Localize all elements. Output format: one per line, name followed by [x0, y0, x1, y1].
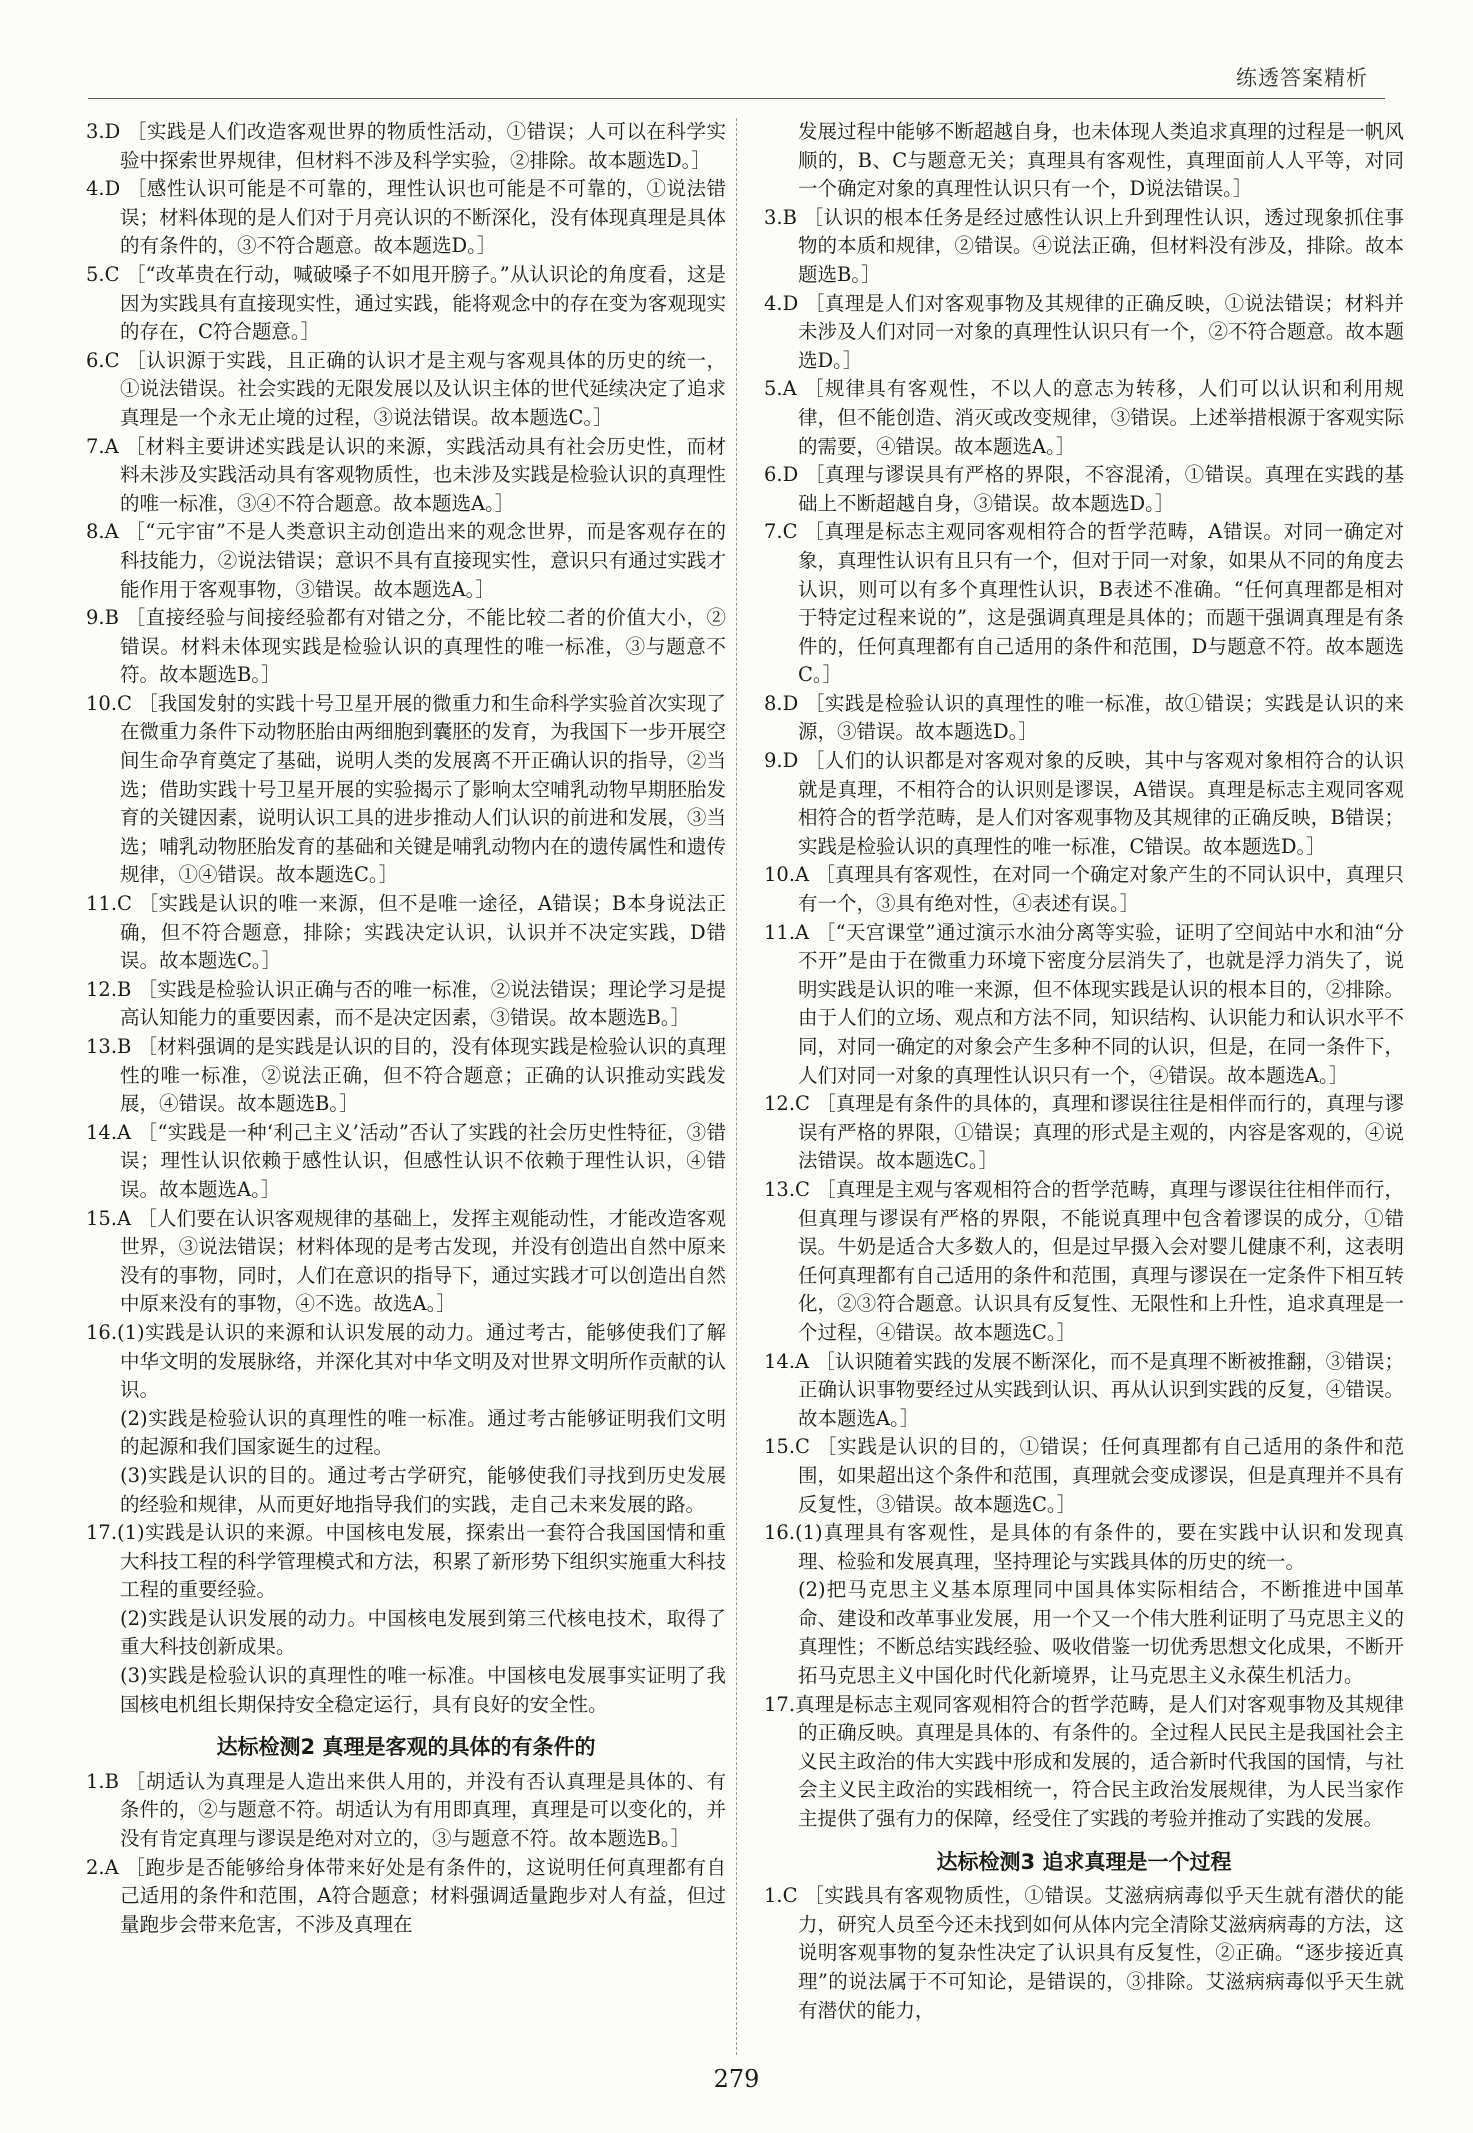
answer-part: (1)实践是认识的来源。中国核电发展，探索出一套符合我国国情和重大科技工程的科学管理模式和方法，积累了新形势下组织实施重大科技工程的重要经验。 [117, 1521, 726, 1602]
answer-item: 13.B ［材料强调的是实践是认识的目的，没有体现实践是检验认识的真理性的唯一标准，②说法正确，但不符合题意；正确的认识推动实践发展，④错误。故本题选B。］ [86, 1035, 726, 1116]
answer-item: 12.B ［实践是检验认识正确与否的唯一标准，②说法错误；理论学习是提高认知能力的重要因素，而不是决定因素，③错误。故本题选B。］ [86, 977, 726, 1030]
answer-item: 8.D ［实践是检验认识的真理性的唯一标准，故①错误；实践是认识的来源，③错误。故本题选D。］ [764, 691, 1404, 744]
answer-item: 2.A ［跑步是否能够给身体带来好处是有条件的，这说明任何真理都有自己适用的条件和范围，A符合题意；材料强调适量跑步对人有益，但过量跑步会带来危害，不涉及真理在 [86, 1855, 726, 1936]
header-divider [88, 98, 1385, 99]
answer-item: 15.A ［人们要在认识客观规律的基础上，发挥主观能动性，才能改造客观世界，③说法错误；材料体现的是考古发现，并没有创造出自然中原来没有的事物，同时，人们在意识的指导下，通过实践才可以创造出自然中原来没有的事物，④不选。故选A。］ [86, 1206, 726, 1316]
answer-item: 9.D ［人们的认识都是对客观对象的反映，其中与客观对象相符合的认识就是真理，不相符合的认识则是谬误，A错误。真理是标志主观同客观相符合的哲学范畴，是人们对客观事物及其规律的正确反映，B错误；实践是检验认识的真理性的唯一标准，C错误。故本题选D。］ [764, 749, 1404, 858]
left-column [86, 118, 726, 1939]
answer-part: (1)真理具有客观性，是具体的有条件的，要在实践中认识和发现真理、检验和发展真理，坚持理论与实践具体的历史的统一。 [795, 1521, 1404, 1573]
answer-part: (2)把马克思主义基本原理同中国具体实际相结合，不断推进中国革命、建设和改革事业发展，用一个又一个伟大胜利证明了马克思主义的真理性；不断总结实践经验、吸收借鉴一切优秀思想文化成果，不断开拓马克思主义中国化时代化新境界，让马克思主义永葆生机活力。 [798, 1578, 1404, 1688]
answer-item: 7.A ［材料主要讲述实践是认识的来源，实践活动具有社会历史性，而材料未涉及实践活动具有客观物质性，也未涉及实践是检验认识的真理性的唯一标准，③④不符合题意。故本题选A。］ [86, 434, 726, 515]
column-divider [736, 118, 737, 2055]
answer-item: 14.A ［认识随着实践的发展不断深化，而不是真理不断被推翻，③错误；正确认识事物要经过从实践到认识、再从认识到实践的反复，④错误。故本题选A。］ [764, 1349, 1404, 1430]
answer-item [86, 1319, 726, 1405]
answer-item: 3.D ［实践是人们改造客观世界的物质性活动，①错误；人可以在科学实验中探索世界规律，但材料不涉及科学实验，②排除。故本题选D。］ [86, 120, 726, 172]
answer-item: 17.真理是标志主观同客观相符合的哲学范畴，是人们对客观事物及其规律的正确反映。真理是具体的、有条件的。全过程人民民主是我国社会主义民主政治的伟大实践中形成和发展的，适合新时代我国的国情，与社会主义民主政治的实践相统一，符合民主政治发展规律，为人民当家作主提供了强有力的保障，经受住了实践的考验并推动了实践的发展。 [764, 1692, 1404, 1831]
question-number: 16. [764, 1521, 796, 1545]
page-number: 279 [713, 2065, 760, 2093]
question-number: 16. [86, 1320, 118, 1344]
answer-part: (3)实践是检验认识的真理性的唯一标准。中国核电发展事实证明了我国核电机组长期保持安全稳定运行，具有良好的安全性。 [120, 1664, 726, 1716]
answer-item: 5.A ［规律具有客观性，不以人的意志为转移，人们可以认识和利用规律，但不能创造、消灭或改变规律，③错误。上述举措根源于客观实际的需要，④错误。故本题选A。］ [764, 377, 1404, 458]
question-number: 17. [86, 1521, 118, 1545]
answer-part: (2)实践是认识发展的动力。中国核电发展到第三代核电技术，取得了重大科技创新成果。 [120, 1606, 726, 1659]
answer-item: 11.A ［“天宫课堂”通过演示水油分离等实验，证明了空间站中水和油“分不开”是由于在微重力环境下密度分层消失了，也就是浮力消失了，说明实践是认识的唯一来源，但不体现实践是认识的根本目的，②排除。由于人们的立场、观点和方法不同，知识结构、认识能力和认识水平不同，对同一确定的对象会产生多种不同的认识，但是，在同一条件下，人们对同一对象的真理性认识只有一个，④错误。故本题选A。］ [764, 920, 1404, 1087]
answer-item: 9.B ［直接经验与间接经验都有对错之分，不能比较二者的价值大小，②错误。材料未体现实践是检验认识的真理性的唯一标准，③与题意不符。故本题选B。］ [86, 606, 726, 687]
answer-item: 6.D ［真理与谬误具有严格的界限，不容混淆，①错误。真理在实践的基础上不断超越自身，③错误。故本题选D。］ [764, 463, 1404, 515]
answer-item [764, 1519, 1404, 1576]
answer-item: 12.C ［真理是有条件的具体的，真理和谬误往往是相伴而行的，真理与谬误有严格的界限，①错误；真理的形式是主观的，内容是客观的，④说法错误。故本题选C。］ [764, 1092, 1404, 1173]
answer-item [86, 1519, 726, 1605]
answer-item: 10.C ［我国发射的实践十号卫星开展的微重力和生命科学实验首次实现了在微重力条件下动物胚胎由两细胞到囊胚的发育，为我国下一步开展空间生命孕育奠定了基础，说明人类的发展离不开正确认识的指导，②当选；借助实践十号卫星开展的实验揭示了影响太空哺乳动物早期胚胎发育的关键因素，说明认识工具的进步推动人们认识的前进和发展，③当选；哺乳动物胚胎发育的基础和关键是哺乳动物内在的遗传属性和遗传规律，①④错误。故本题选C。］ [86, 691, 726, 887]
answer-part: (1)实践是认识的来源和认识发展的动力。通过考古，能够使我们了解中华文明的发展脉络，并深化其对中华文明及对世界文明所作贡献的认识。 [117, 1320, 726, 1402]
right-column [764, 118, 1404, 2025]
answer-item: 13.C ［真理是主观与客观相符合的哲学范畴，真理与谬误往往相伴而行，但真理与谬误有严格的界限，不能说真理中包含着谬误的成分，①错误。牛奶是适合大多数人的，但是过早摄入会对婴儿健康不利，这表明任何真理都有自己适用的条件和范围，真理与谬误在一定条件下相互转化，②③符合题意。认识具有反复性、无限性和上升性，追求真理是一个过程，④错误。故本题选C。］ [764, 1177, 1404, 1344]
answer-item: 1.B ［胡适认为真理是人造出来供人用的，并没有否认真理是具体的、有条件的，②与题意不符。胡适认为有用即真理，真理是可以变化的，并没有肯定真理与谬误是绝对对立的，③与题意不符。故本题选B。］ [86, 1769, 726, 1851]
answer-item: 4.D ［真理是人们对客观事物及其规律的正确反映，①说法错误；材料并未涉及人们对同一对象的真理性认识只有一个，②不符合题意。故本题选D。］ [764, 291, 1404, 372]
answer-item: 7.C ［真理是标志主观同客观相符合的哲学范畴，A错误。对同一确定对象，真理性认识有且只有一个，但对于同一对象，如果从不同的角度去认识，则可以有多个真理性认识，B表述不准确。“任何真理都是相对于特定过程来说的”，这是强调真理是具体的；而题干强调真理是有条件的，任何真理都有自己适用的条件和范围，D与题意不符。故本题选C。］ [764, 520, 1404, 687]
answer-item: 11.C ［实践是认识的唯一来源，但不是唯一途径，A错误；B本身说法正确，但不符合题意，排除；实践决定认识，认识并不决定实践，D错误。故本题选C。］ [86, 892, 726, 973]
answer-item: 1.C ［实践具有客观物质性，①错误。艾滋病病毒似乎天生就有潜伏的能力，研究人员至今还未找到如何从体内完全清除艾滋病病毒的方法，这说明客观事物的复杂性决定了认识具有反复性，②正确。“逐步接近真理”的说法属于不可知论，是错误的，③排除。艾滋病病毒似乎天生就有潜伏的能力， [764, 1884, 1404, 2022]
answer-item-continued: 发展过程中能够不断超越自身，也未体现人类追求真理的过程是一帆风顺的，B、C与题意无关；真理具有客观性，真理面前人人平等，对同一个确定对象的真理性认识只有一个，D说法错误。］ [798, 120, 1404, 201]
header-title: 练透答案精析 [1236, 66, 1368, 90]
answer-item: 5.C ［“改革贵在行动，喊破嗓子不如甩开膀子。”从认识论的角度看，这是因为实践具有直接现实性，通过实践，能将观念中的存在变为客观现实的存在，C符合题意。］ [86, 262, 726, 344]
answer-item: 6.C ［认识源于实践，且正确的认识才是主观与客观具体的历史的统一，①说法错误。社会实践的无限发展以及认识主体的世代延续决定了追求真理是一个永无止境的过程，③说法错误。故本题选C。］ [86, 348, 726, 429]
answer-part: (3)实践是认识的目的。通过考古学研究，能够使我们寻找到历史发展的经验和规律，从而更好地指导我们的实践，走自己未来发展的路。 [120, 1463, 726, 1516]
answer-part: (2)实践是检验认识的真理性的唯一标准。通过考古能够证明我们文明的起源和我们国家诞生的过程。 [120, 1406, 726, 1459]
section-title: 达标检测2 真理是客观的具体的有条件的 [216, 1735, 596, 1760]
answer-item: 8.A ［“元宇宙”不是人类意识主动创造出来的观念世界，而是客观存在的科技能力，②说法错误；意识不具有直接现实性，意识只有通过实践才能作用于客观事物，③错误。故本题选A。］ [86, 520, 726, 601]
answer-item: 4.D ［感性认识可能是不可靠的，理性认识也可能是不可靠的，①说法错误；材料体现的是人们对于月亮认识的不断深化，没有体现真理是具体的有条件的，③不符合题意。故本题选D。］ [86, 177, 726, 258]
answer-item: 3.B ［认识的根本任务是经过感性认识上升到理性认识，透过现象抓住事物的本质和规律，②错误。④说法正确，但材料没有涉及，排除。故本题选B。］ [764, 205, 1404, 286]
answer-item: 15.C ［实践是认识的目的，①错误；任何真理都有自己适用的条件和范围，如果超出这个条件和范围，真理就会变成谬误，但是真理并不具有反复性，③错误。故本题选C。］ [764, 1435, 1404, 1516]
answer-item: 14.A ［“实践是一种‘利己主义’活动”否认了实践的社会历史性特征，③错误；理性认识依赖于感性认识，但感性认识不依赖于理性认识，④错误。故本题选A。］ [86, 1120, 726, 1201]
answer-item: 10.A ［真理具有客观性，在对同一个确定对象产生的不同认识中，真理只有一个，③具有绝对性，④表述有误。］ [764, 863, 1404, 916]
section-title: 达标检测3 追求真理是一个过程 [936, 1849, 1232, 1874]
